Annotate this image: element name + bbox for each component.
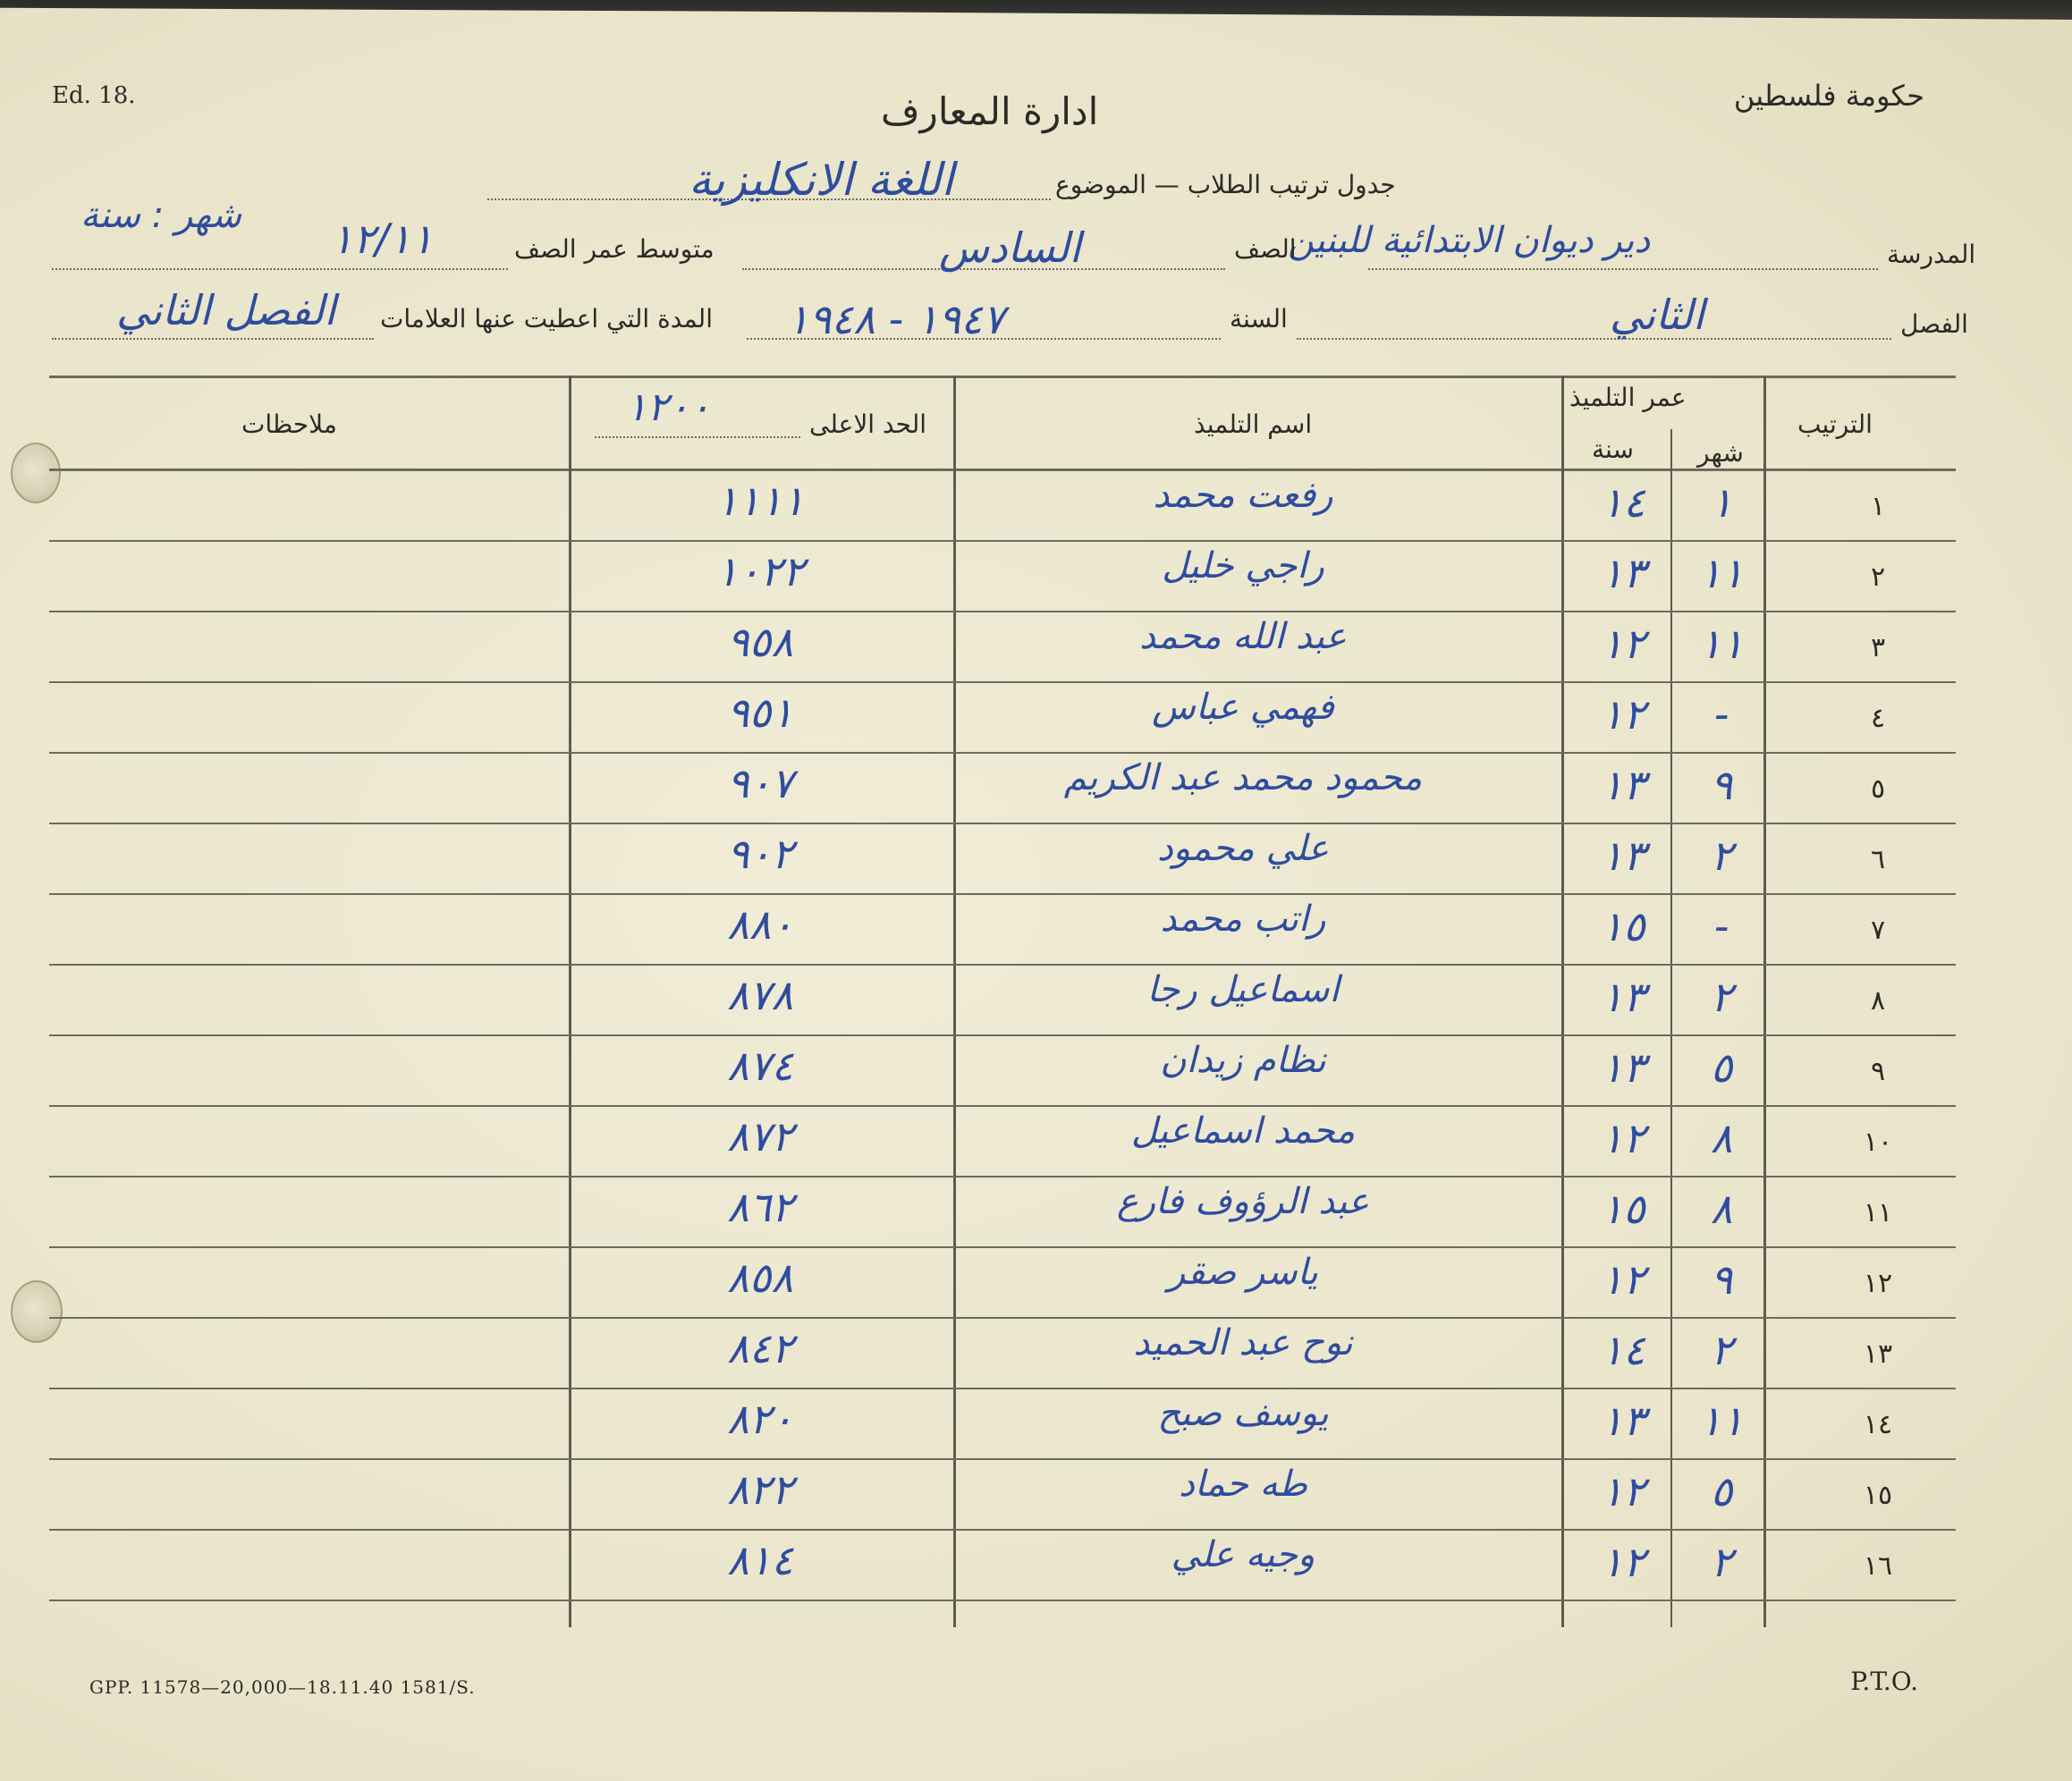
row-rule bbox=[49, 964, 1956, 966]
row-age-year: ١٢ bbox=[1601, 1255, 1645, 1304]
row-age-month: ١١ bbox=[1699, 1397, 1744, 1445]
row-rule bbox=[49, 1600, 1956, 1601]
header-age: عمر التلميذ bbox=[1569, 383, 1687, 412]
col-divider-notes bbox=[569, 376, 571, 1627]
row-name: علي محمود bbox=[1156, 828, 1329, 869]
school-value: دير ديوان الابتدائية للبنين bbox=[1288, 220, 1651, 261]
row-age-month: ٢ bbox=[1710, 831, 1733, 880]
row-mark: ٨٢٠ bbox=[726, 1395, 794, 1443]
row-rank: ٤ bbox=[1870, 703, 1886, 734]
row-age-year: ١٥ bbox=[1601, 1185, 1645, 1233]
row-age-year: ١٣ bbox=[1601, 761, 1645, 809]
header-rank: الترتيب bbox=[1797, 409, 1873, 439]
class-value: السادس bbox=[939, 224, 1081, 272]
header-year: سنة bbox=[1592, 435, 1634, 464]
header-name: اسم التلميذ bbox=[1194, 409, 1313, 439]
header-max: الحد الاعلى bbox=[809, 409, 927, 439]
period-label: المدة التي اعطيت عنها العلامات bbox=[380, 304, 713, 333]
row-mark: ٩٥٨ bbox=[726, 618, 794, 666]
row-age-month: ٢ bbox=[1710, 1538, 1733, 1586]
row-age-year: ١٢ bbox=[1601, 620, 1645, 668]
row-age-month: - bbox=[1713, 690, 1729, 739]
row-age-month: ٢ bbox=[1710, 1326, 1733, 1374]
row-age-year: ١٣ bbox=[1601, 973, 1645, 1021]
row-rule bbox=[49, 540, 1956, 542]
row-age-month: ٢ bbox=[1710, 973, 1733, 1021]
punch-hole-top bbox=[11, 443, 61, 503]
punch-hole-bottom bbox=[11, 1280, 63, 1343]
row-mark: ٩٥١ bbox=[726, 688, 794, 737]
row-rank: ٧ bbox=[1870, 915, 1886, 946]
office-title: ادارة المعارف bbox=[881, 89, 1099, 133]
row-name: وجيه علي bbox=[1171, 1534, 1315, 1575]
row-age-month: ١ bbox=[1710, 478, 1733, 527]
row-age-month: ٥ bbox=[1710, 1043, 1733, 1092]
row-age-year: ١٥ bbox=[1601, 902, 1645, 950]
row-name: عبد الرؤوف فارع bbox=[1116, 1181, 1370, 1222]
row-age-month: ١١ bbox=[1699, 620, 1744, 668]
row-rank: ١٦ bbox=[1863, 1550, 1893, 1582]
row-age-month: - bbox=[1713, 902, 1729, 950]
row-age-month: ٨ bbox=[1710, 1185, 1733, 1233]
row-age-year: ١٣ bbox=[1601, 549, 1645, 597]
row-mark: ٨٤٢ bbox=[726, 1324, 794, 1372]
table-top-border bbox=[49, 376, 1956, 378]
header-month: شهر bbox=[1697, 438, 1744, 468]
col-divider-age bbox=[1670, 429, 1672, 1627]
school-line bbox=[1368, 268, 1878, 270]
government-title: حكومة فلسطين bbox=[1733, 79, 1924, 113]
row-rule bbox=[49, 893, 1956, 895]
row-rule bbox=[49, 611, 1956, 612]
row-mark: ٨٧٤ bbox=[726, 1042, 794, 1090]
row-name: محمود محمد عبد الكريم bbox=[1063, 757, 1423, 798]
row-age-month: ٥ bbox=[1710, 1467, 1733, 1515]
row-rule bbox=[49, 752, 1956, 754]
row-mark: ٩٠٧ bbox=[726, 759, 794, 807]
row-name: نوح عبد الحميد bbox=[1133, 1322, 1353, 1363]
row-name: محمد اسماعيل bbox=[1130, 1110, 1356, 1152]
max-line bbox=[595, 436, 800, 438]
col-divider-marks bbox=[953, 376, 956, 1627]
term-label: الفصل bbox=[1900, 309, 1968, 339]
row-mark: ٨٥٨ bbox=[726, 1253, 794, 1302]
row-mark: ٩٠٢ bbox=[726, 830, 794, 878]
row-rank: ٨ bbox=[1870, 985, 1886, 1017]
row-rule bbox=[49, 681, 1956, 683]
row-rule bbox=[49, 1246, 1956, 1248]
year-label: السنة bbox=[1230, 304, 1288, 333]
table-title: جدول ترتيب الطلاب — الموضوع bbox=[1055, 170, 1396, 199]
row-mark: ٨١٤ bbox=[726, 1536, 794, 1584]
row-age-year: ١٢ bbox=[1601, 1114, 1645, 1162]
school-label: المدرسة bbox=[1887, 240, 1976, 269]
row-name: راتب محمد bbox=[1160, 899, 1326, 940]
year-value: ١٩٤٧ - ١٩٤٨ bbox=[787, 295, 1005, 343]
class-label: الصف bbox=[1234, 234, 1297, 264]
term-value: الثاني bbox=[1610, 291, 1704, 339]
row-age-month: ٩ bbox=[1710, 761, 1733, 809]
row-rule bbox=[49, 1388, 1956, 1389]
avg-age-value: ١٢/١١ bbox=[331, 215, 434, 263]
row-rank: ١١ bbox=[1863, 1197, 1893, 1228]
row-name: طه حماد bbox=[1179, 1464, 1307, 1505]
row-age-year: ١٣ bbox=[1601, 831, 1645, 880]
row-rank: ١٤ bbox=[1863, 1409, 1893, 1440]
period-line bbox=[52, 338, 374, 340]
row-rule bbox=[49, 1317, 1956, 1319]
row-name: ياسر صقر bbox=[1168, 1252, 1318, 1293]
row-rule bbox=[49, 823, 1956, 824]
row-mark: ٨٧٢ bbox=[726, 1112, 794, 1161]
row-name: فهمي عباس bbox=[1152, 687, 1334, 728]
row-rank: ١٢ bbox=[1863, 1268, 1893, 1299]
pto-label: P.T.O. bbox=[1850, 1667, 1918, 1696]
row-rank: ٦ bbox=[1870, 844, 1886, 875]
row-rank: ٩ bbox=[1870, 1056, 1886, 1087]
row-name: راجي خليل bbox=[1162, 545, 1324, 587]
row-rank: ٢ bbox=[1870, 561, 1886, 593]
row-age-year: ١٤ bbox=[1601, 1326, 1645, 1374]
edition-label: Ed. 18. bbox=[52, 82, 136, 109]
row-rule bbox=[49, 1176, 1956, 1177]
row-name: عبد الله محمد bbox=[1139, 616, 1347, 657]
row-rank: ١٠ bbox=[1863, 1127, 1893, 1158]
row-age-year: ١٣ bbox=[1601, 1043, 1645, 1092]
row-name: يوسف صبح bbox=[1157, 1393, 1329, 1434]
print-code: GPP. 11578—20,000—18.11.40 1581/S. bbox=[89, 1676, 476, 1698]
row-age-year: ١٢ bbox=[1601, 1467, 1645, 1515]
row-age-year: ١٣ bbox=[1601, 1397, 1645, 1445]
row-mark: ٨٨٠ bbox=[726, 900, 794, 949]
row-age-month: ١١ bbox=[1699, 549, 1744, 597]
header-max-value: ١٢٠٠ bbox=[626, 384, 711, 430]
row-age-year: ١٢ bbox=[1601, 1538, 1645, 1586]
col-divider-name bbox=[1561, 376, 1564, 1627]
row-rank: ١ bbox=[1870, 491, 1886, 522]
row-mark: ٨٢٢ bbox=[726, 1465, 794, 1514]
row-age-month: ٩ bbox=[1710, 1255, 1733, 1304]
avg-age-label: متوسط عمر الصف bbox=[514, 234, 715, 264]
row-rank: ١٥ bbox=[1863, 1480, 1893, 1511]
row-rule bbox=[49, 1458, 1956, 1460]
row-rank: ٣ bbox=[1870, 632, 1886, 663]
row-mark: ١٠٢٢ bbox=[715, 547, 805, 595]
row-rank: ١٣ bbox=[1863, 1338, 1893, 1370]
row-name: رفعت محمد bbox=[1153, 475, 1333, 516]
row-age-month: ٨ bbox=[1710, 1114, 1733, 1162]
row-mark: ١١١١ bbox=[715, 477, 805, 525]
row-rule bbox=[49, 1105, 1956, 1107]
row-age-year: ١٤ bbox=[1601, 478, 1645, 527]
row-age-year: ١٢ bbox=[1601, 690, 1645, 739]
row-name: نظام زيدان bbox=[1160, 1040, 1326, 1081]
row-mark: ٨٧٨ bbox=[726, 971, 794, 1019]
row-name: اسماعيل رجا bbox=[1146, 969, 1340, 1010]
row-rank: ٥ bbox=[1870, 773, 1886, 805]
row-mark: ٨٦٢ bbox=[726, 1183, 794, 1231]
term-line bbox=[1297, 338, 1891, 340]
subject-value: اللغة الانكليزية bbox=[689, 154, 954, 206]
period-value: الفصل الثاني bbox=[116, 286, 336, 334]
col-divider-rank bbox=[1763, 376, 1766, 1627]
header-notes: ملاحظات bbox=[241, 409, 337, 439]
row-rule bbox=[49, 1034, 1956, 1036]
avg-age-line bbox=[52, 268, 508, 270]
avg-age-note: شهر : سنة bbox=[80, 195, 241, 236]
row-rule bbox=[49, 1529, 1956, 1531]
